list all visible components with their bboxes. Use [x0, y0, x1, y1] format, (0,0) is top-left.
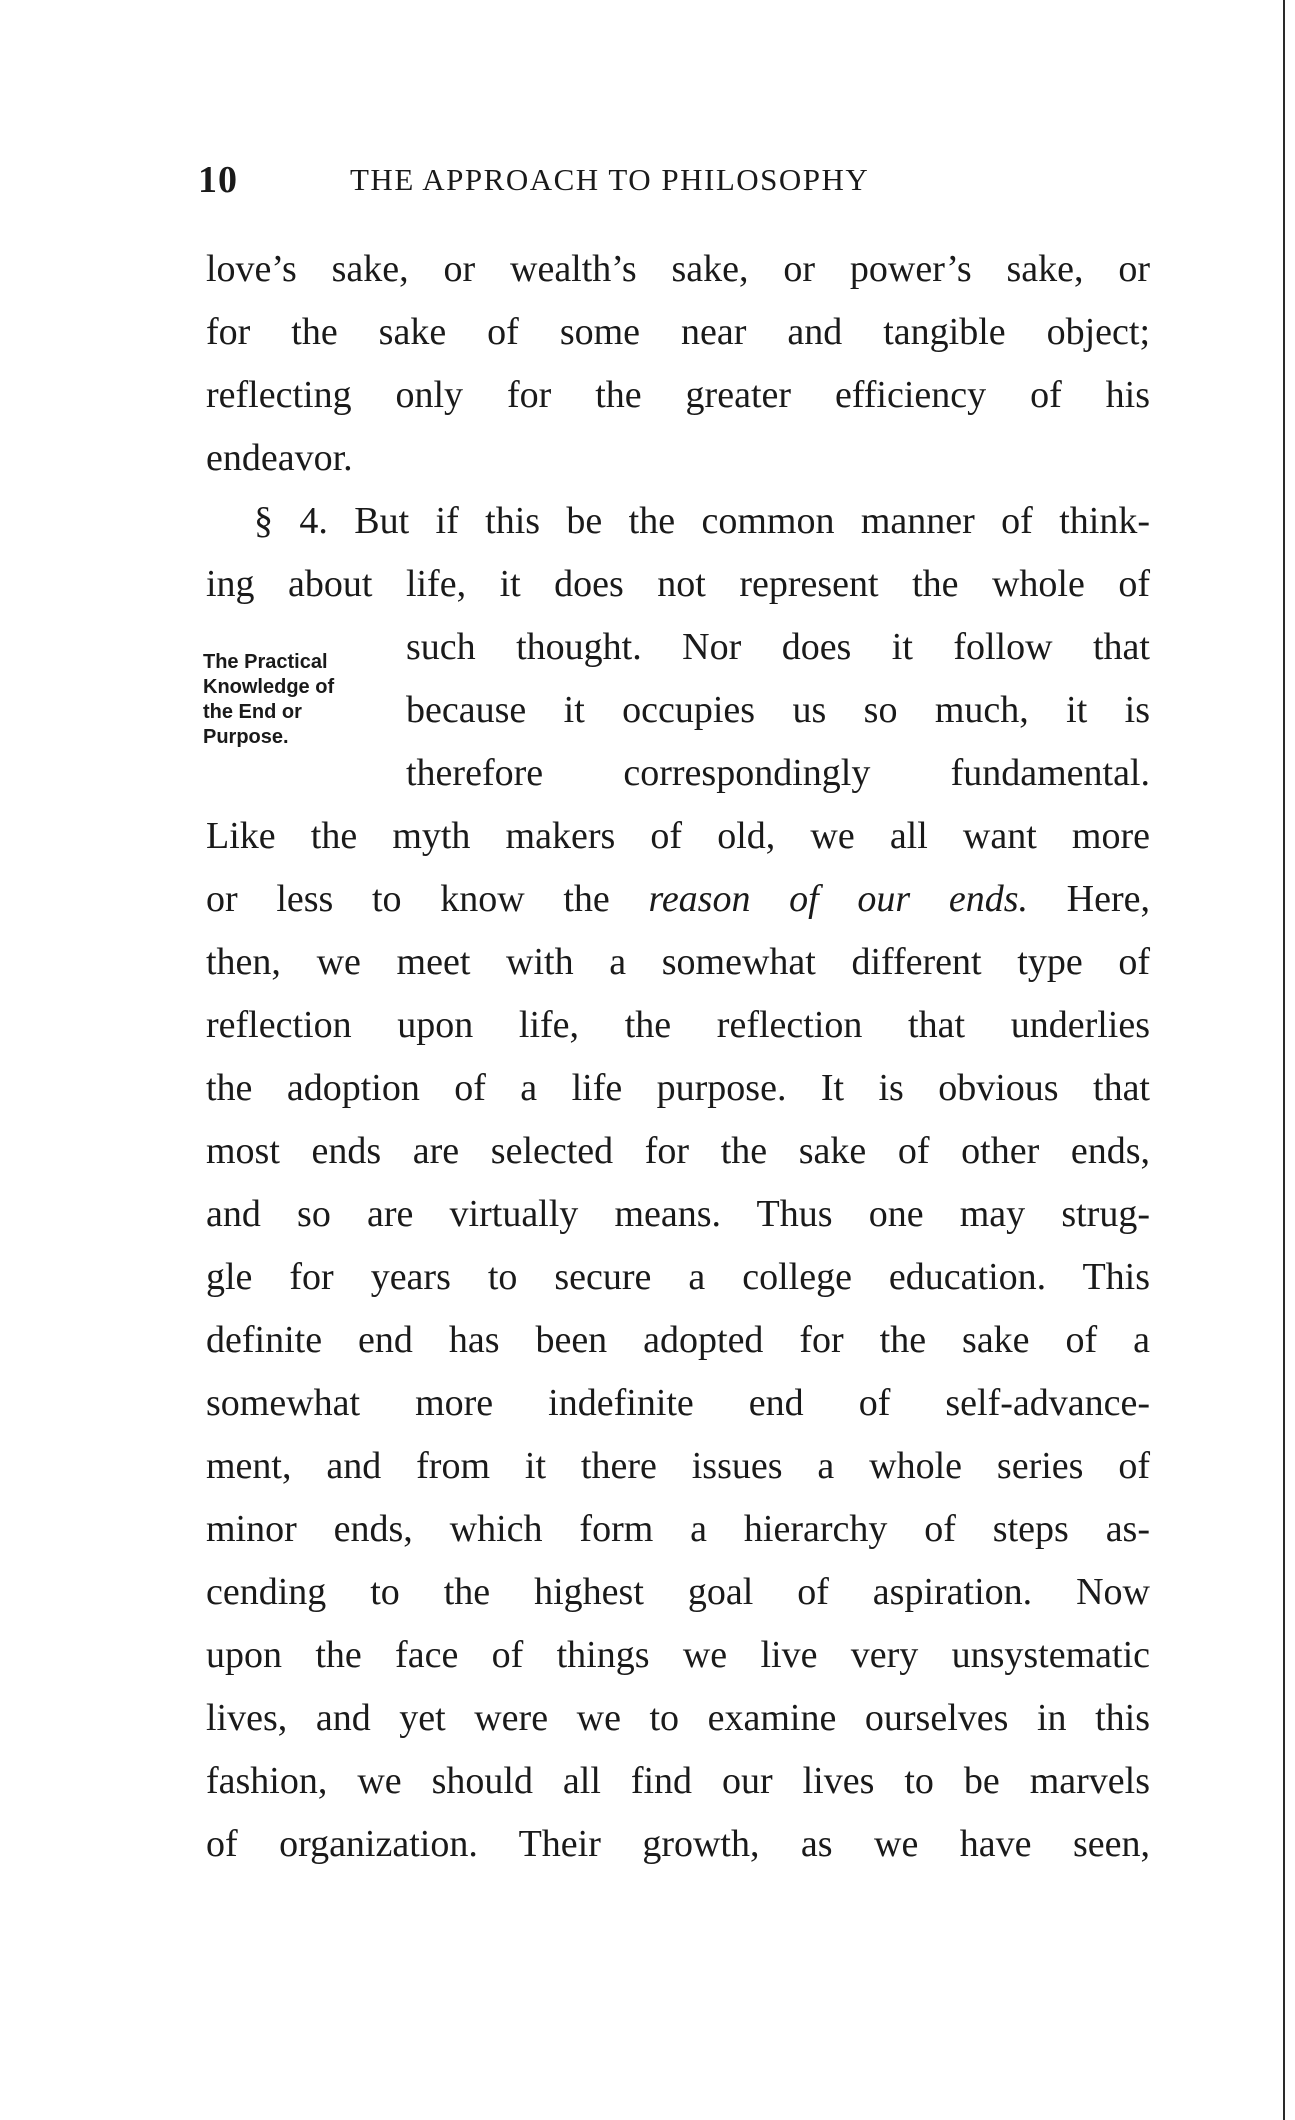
text-line: somewhat more indefinite end of self-advance-: [206, 1382, 1150, 1424]
text-line: for the sake of some near and tangible object;: [206, 311, 1150, 353]
page-header: [198, 158, 1098, 208]
running-head: THE APPROACH TO PHILOSOPHY: [350, 162, 870, 197]
text-line: upon the face of things we live very unsystematic: [206, 1634, 1150, 1676]
text-segment: or less to know the: [206, 878, 610, 920]
text-line: such thought. Nor does it follow that: [406, 626, 1150, 668]
text-line: definite end has been adopted for the sake of a: [206, 1319, 1150, 1361]
text-line: and so are virtually means. Thus one may strug-: [206, 1193, 1150, 1235]
text-line: gle for years to secure a college education. This: [206, 1256, 1150, 1298]
text-line: reflection upon life, the reflection that underlies: [206, 1004, 1150, 1046]
text-segment: Here,: [1066, 878, 1150, 920]
text-line: Like the myth makers of old, we all want more: [206, 815, 1150, 857]
page-edge-line: [1283, 0, 1285, 2120]
page-number: 10: [198, 159, 238, 201]
text-line: therefore correspondingly fundamental.: [406, 752, 1150, 794]
margin-note-line: The Practical: [203, 651, 328, 673]
text-line: love’s sake, or wealth’s sake, or power’s sake, or: [206, 248, 1150, 290]
text-line: ment, and from it there issues a whole series of: [206, 1445, 1150, 1487]
body-text: [206, 238, 1150, 1876]
text-line: endeavor.: [206, 437, 353, 479]
text-line: § 4. But if this be the common manner of think-: [254, 500, 1150, 542]
text-line: fashion, we should all find our lives to be marvels: [206, 1760, 1150, 1802]
text-line: reflecting only for the greater efficiency of his: [206, 374, 1150, 416]
margin-note-line: the End or: [203, 701, 302, 723]
text-line-with-italic: [206, 868, 1150, 931]
text-line: cending to the highest goal of aspiration. Now: [206, 1571, 1150, 1613]
margin-note-line: Knowledge of: [203, 676, 335, 698]
italic-phrase: reason of our ends.: [648, 878, 1028, 920]
text-line: lives, and yet were we to examine ourselves in this: [206, 1697, 1150, 1739]
text-line: ing about life, it does not represent the whole of: [206, 563, 1150, 605]
margin-note-line: Purpose.: [203, 726, 289, 748]
text-line: then, we meet with a somewhat different type of: [206, 941, 1150, 983]
text-line: most ends are selected for the sake of other ends,: [206, 1130, 1150, 1172]
text-line: the adoption of a life purpose. It is obvious that: [206, 1067, 1150, 1109]
text-line: of organization. Their growth, as we have seen,: [206, 1823, 1150, 1865]
text-line: because it occupies us so much, it is: [406, 689, 1150, 731]
text-line: minor ends, which form a hierarchy of steps as-: [206, 1508, 1150, 1550]
